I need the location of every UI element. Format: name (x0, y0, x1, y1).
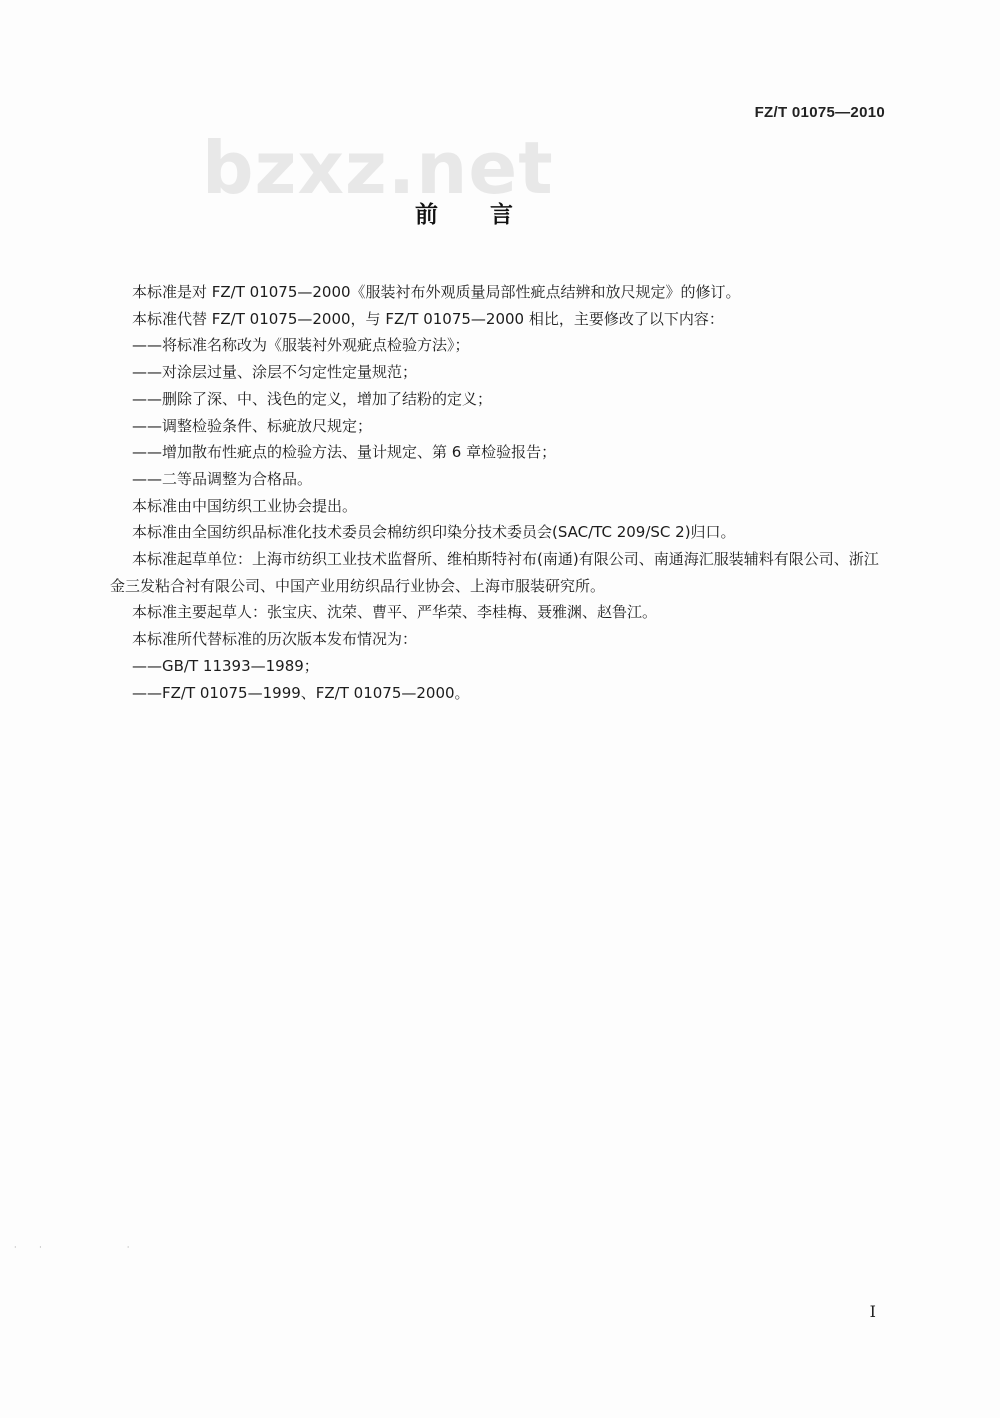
paragraph-revision: 本标准是对 FZ/T 01075—2000《服装衬布外观质量局部性疵点结辨和放尺规定》的修订。 (132, 283, 741, 301)
change-item: ——对涂层过量、涂层不匀定性定量规范； (132, 363, 418, 382)
change-item: ——删除了深、中、浅色的定义，增加了结粉的定义； (132, 389, 493, 408)
paragraph-drafting-units: 本标准起草单位：上海市纺织工业技术监督所、维柏斯特衬布(南通)有限公司、南通海汇服装辅料有限公司、浙江金三发粘合衬有限公司、中国产业用纺织品行业协会、上海市服装研究所。 (110, 550, 879, 595)
change-item: ——二等品调整为合格品。 (132, 469, 313, 488)
paragraph-proposer: 本标准由中国纺织工业协会提出。 (132, 496, 358, 515)
paragraph-replaces: 本标准代替 FZ/T 01075—2000，与 FZ/T 01075—2000 相比，主要修改了以下内容： (132, 309, 724, 328)
standard-code: FZ/T 01075—2010 (754, 104, 885, 121)
paragraph-history-intro: 本标准所代替标准的历次版本发布情况为： (132, 630, 418, 649)
history-item: ——GB/T 11393—1989； (132, 656, 319, 675)
history-item: ——FZ/T 01075—1999、FZ/T 01075—2000。 (132, 683, 470, 702)
watermark: bzxz.net (202, 126, 554, 210)
page-title: 前言 (415, 202, 565, 228)
paragraph-drafters: 本标准主要起草人：张宝庆、沈荣、曹平、严华荣、李桂梅、聂雅渊、赵鲁江。 (132, 603, 658, 622)
change-item: ——增加散布性疵点的检验方法、量计规定、第 6 章检验报告； (132, 443, 557, 462)
change-item: ——调整检验条件、标疵放尺规定； (132, 416, 373, 435)
paragraph-tc: 本标准由全国纺织品标准化技术委员会棉纺织印染分技术委员会(SAC/TC 209/SC 2)归口。 (132, 523, 736, 542)
change-item: ——将标准名称改为《服装衬外观疵点检验方法》； (132, 336, 470, 355)
scan-specks: · · · (14, 1243, 140, 1252)
foreword-body (110, 279, 890, 706)
page-number: I (869, 1302, 876, 1321)
